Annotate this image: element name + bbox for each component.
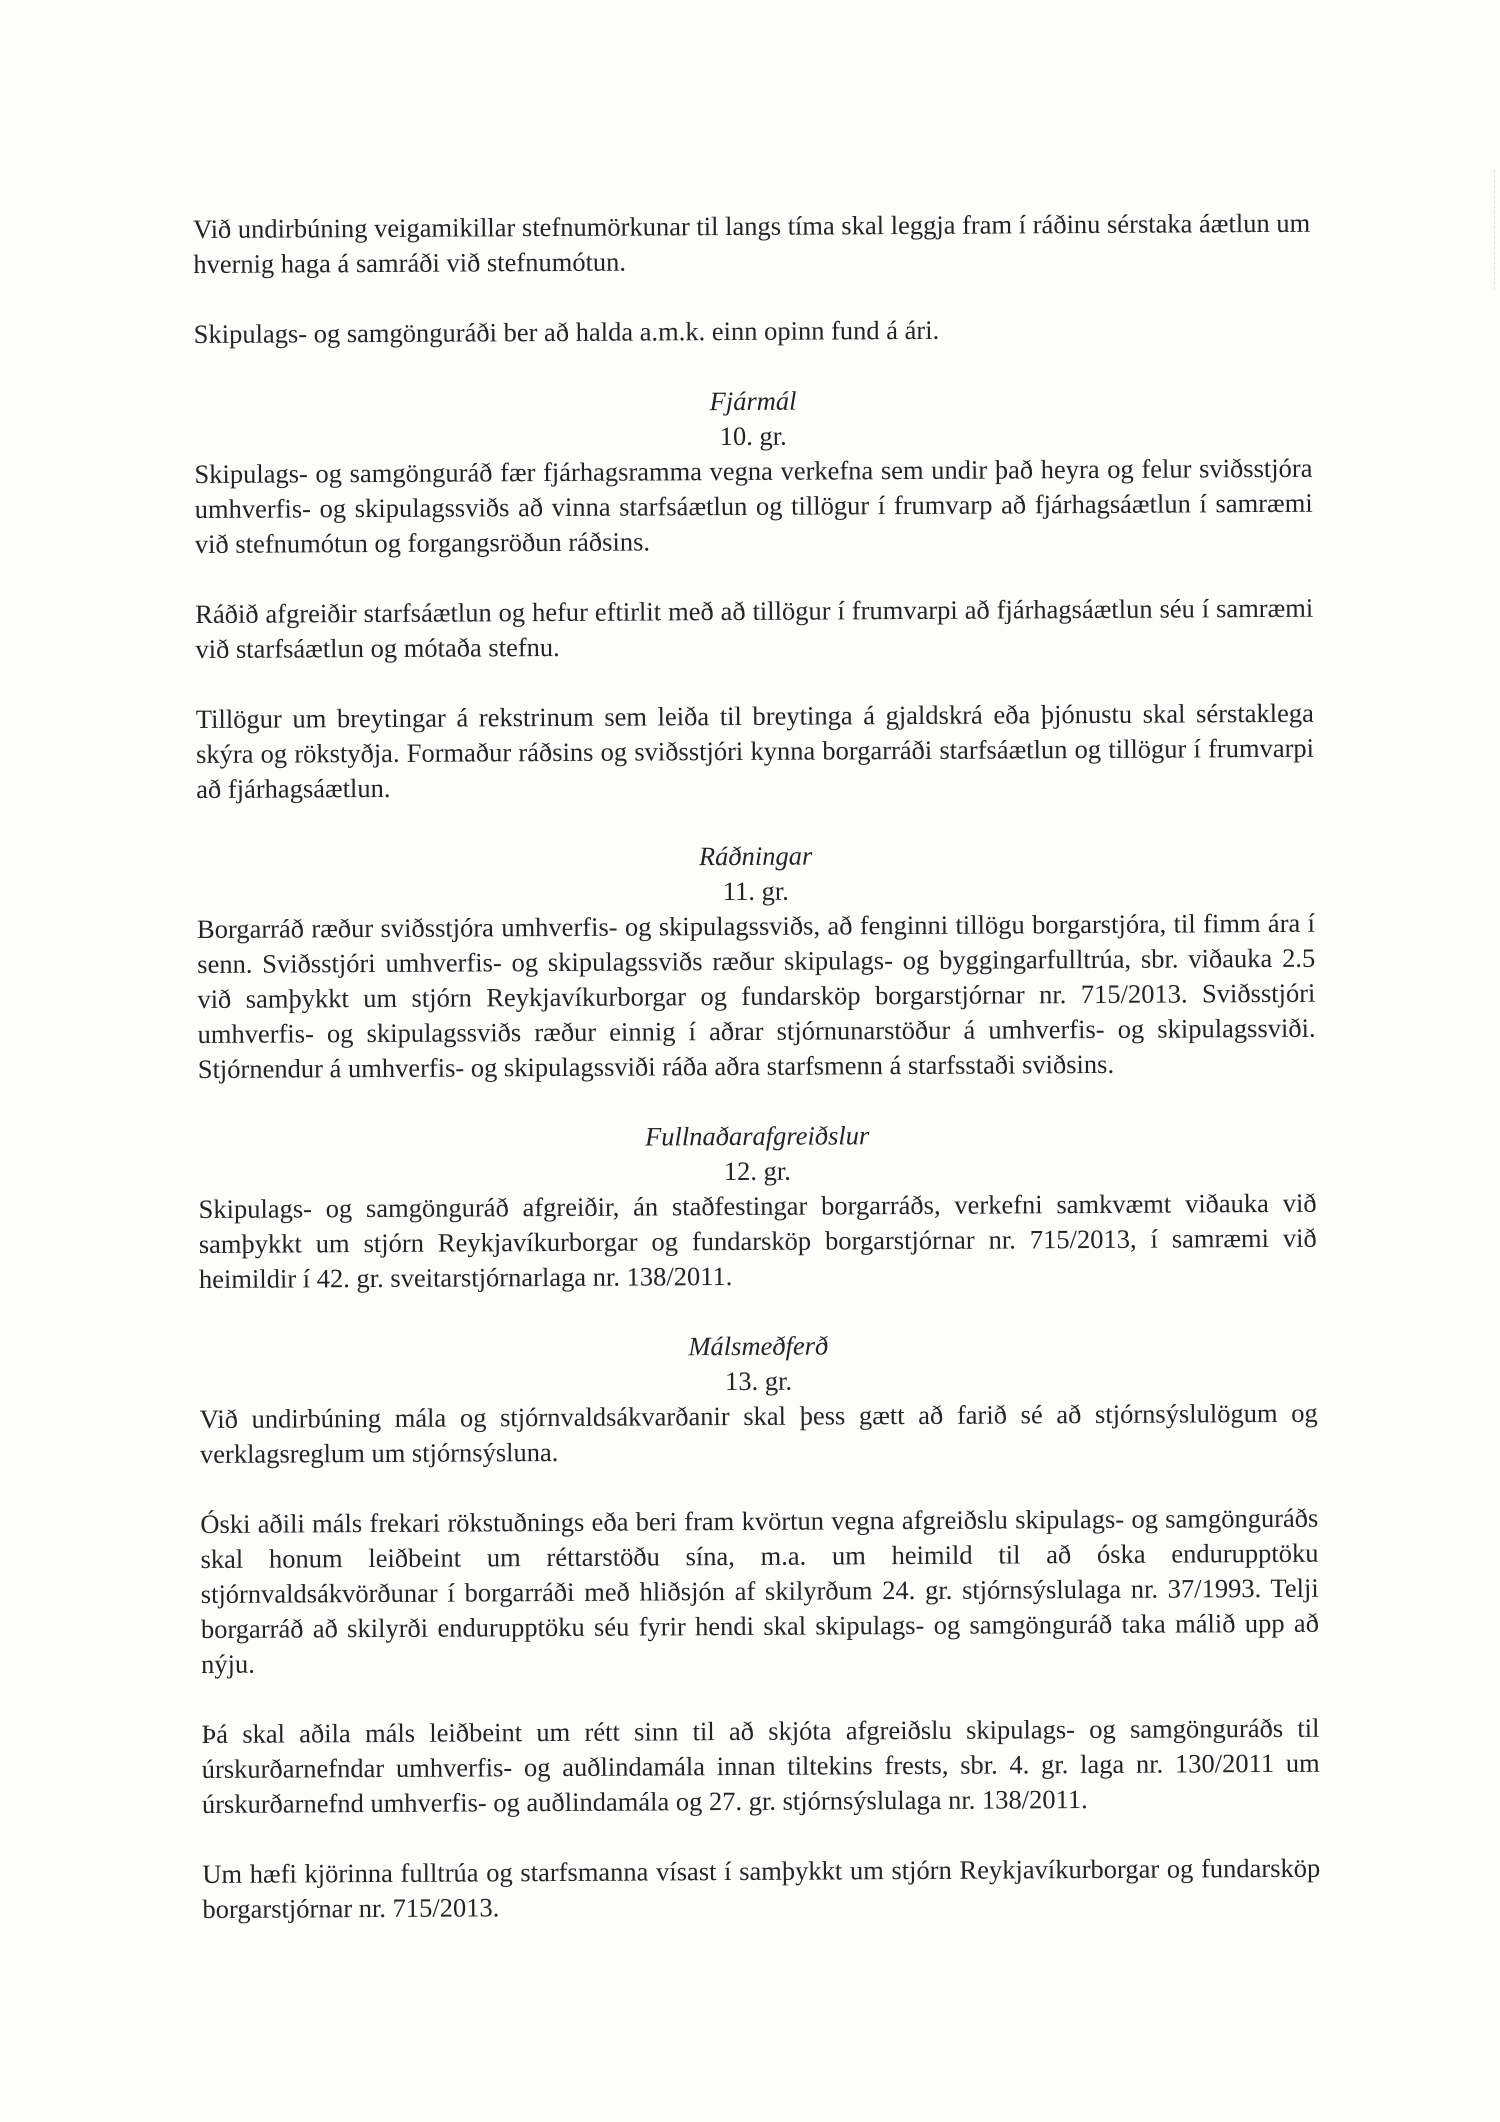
section-number: 13. gr. (724, 1365, 793, 1397)
section-paragraph: Skipulags- og samgönguráð afgreiðir, án staðfestingar borgarráðs, verkefni samkvæmt viðauka við samþykkt um stjórn Reykjavíkurborgar og fundarsköp borgarstjórnar nr. 715/2013, í samræmi við heimildir í 42. gr. sveitarstjórnarlaga nr. 138/2011. (198, 1187, 1317, 1294)
section-malsmedferd (199, 1326, 1320, 1927)
intro-paragraph-2: Skipulags- og samgönguráði ber að halda a.m.k. einn opinn fund á ári. (193, 314, 940, 349)
section-paragraph: Um hæfi kjörinna fulltrúa og starfsmanna vísast í samþykkt um stjórn Reykjavíkurborgar og fundarsköp borgarstjórnar nr. 715/2013. (202, 1852, 1321, 1924)
section-heading: Fjármál (709, 385, 797, 417)
section-paragraph: Ráðið afgreiðir starfsáætlun og hefur eftirlit með að tillögur í frumvarpi að fjárhagsáætlun séu í samræmi við starfsáætlun og mótaða stefnu. (195, 592, 1314, 664)
section-number: 12. gr. (723, 1155, 791, 1187)
section-paragraph: Óski aðili máls frekari rökstuðnings eða beri fram kvörtun vegna afgreiðslu skipulags- og samgönguráðs skal honum leiðbeint um réttarstöðu sína, m.a. um heimild til að óska endurupptöku stjórnvaldsákvörðunar í borgarráði með hliðsjón af skilyrðum 24. gr. stjórnsýslulaga nr. 37/1993. Telji borgarráð að skilyrði endurupptöku séu fyrir hendi skal skipulags- og samgönguráð taka málið upp að nýju. (200, 1502, 1319, 1679)
section-heading: Ráðningar (698, 840, 813, 872)
section-paragraph: Við undirbúning mála og stjórnvaldsákvarðanir skal þess gætt að farið sé að stjórnsýslulögum og verklagsreglum um stjórnsýsluna. (199, 1397, 1318, 1469)
section-paragraph: Skipulags- og samgönguráð fær fjárhagsramma vegna verkefna sem undir það heyra og felur sviðsstjóra umhverfis- og skipulagssviðs að vinna starfsáætlun og tillögur í frumvarp að fjárhagsáætlun í samræmi við stefnumótun og forgangsröðun ráðsins. (194, 452, 1313, 559)
document-body (193, 206, 1321, 1962)
section-number: 11. gr. (722, 875, 789, 907)
section-paragraph: Borgarráð ræður sviðsstjóra umhverfis- og skipulagssviðs, að fenginni tillögu borgarstjóra, til fimm ára í senn. Sviðsstjóri umhverfis- og skipulagssviðs ræður skipulags- og byggingarfulltrúa, sbr. viðauka 2.5 við samþykkt um stjórn Reykjavíkurborgar og fundarsköp borgarstjórnar nr. 715/2013. Sviðsstjóri umhverfis- og skipulagssviðs ræður einnig í aðrar stjórnunarstöður á umhverfis- og skipulagssviði. Stjórnendur á umhverfis- og skipulagssviði ráða aðra starfsmenn á starfsstaði sviðsins. (196, 907, 1316, 1084)
section-fullnadarafgreidslur (198, 1116, 1317, 1297)
section-heading: Málsmeðferð (688, 1330, 829, 1362)
intro-paragraph-1: Við undirbúning veigamikillar stefnumörkunar til langs tíma skal leggja fram í ráðinu sérstaka áætlun um hvernig haga á samráði við stefnumótun. (193, 207, 1311, 279)
scan-edge-marks (1494, 170, 1498, 290)
section-paragraph: Tillögur um breytingar á rekstrinum sem leiða til breytinga á gjaldskrá eða þjónustu skal sérstaklega skýra og rökstyðja. Formaður ráðsins og sviðsstjóri kynna borgarráði starfsáætlun og tillögur í frumvarpi að fjárhagsáætlun. (195, 697, 1315, 804)
section-number: 10. gr. (719, 420, 787, 452)
section-paragraph: Þá skal aðila máls leiðbeint um rétt sinn til að skjóta afgreiðslu skipulags- og samgönguráðs til úrskurðarnefndar umhverfis- og auðlindamála innan tiltekins frests, sbr. 4. gr. laga nr. 130/2011 um úrskurðarnefnd umhverfis- og auðlindamála og 27. gr. stjórnsýslulaga nr. 138/2011. (201, 1712, 1320, 1819)
section-fjarmal (194, 381, 1314, 807)
section-heading: Fullnaðarafgreiðslur (644, 1120, 870, 1152)
section-radningar (197, 836, 1316, 1087)
